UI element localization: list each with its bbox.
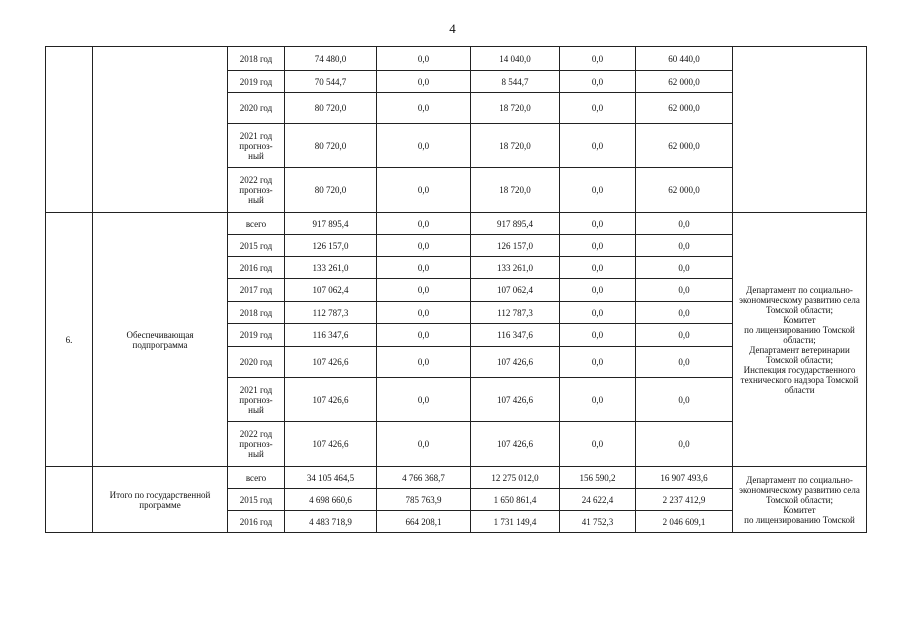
year-label: 2015 год [239,240,273,251]
value-text: 0,0 [591,394,604,405]
extrabudget-value [636,279,733,302]
extrabudget-value [636,47,733,71]
value-text: 133 261,0 [497,262,533,273]
year-label: 2021 год [239,384,273,395]
value-text: 24 622,4 [581,494,614,505]
value-text: 0,0 [678,439,690,449]
year-label: ный [248,150,264,161]
local-value [560,235,636,257]
value-text: 0,0 [417,330,430,340]
responsible-line: области [784,384,815,395]
year-label: прогноз- [239,439,273,449]
value-text: 0,0 [678,262,690,273]
value-text: 18 720,0 [499,185,531,195]
responsible-line: технического надзора Томской [740,374,859,385]
value-text: 107 426,6 [312,439,349,449]
year-label: прогноз- [239,394,273,405]
local-value [560,467,636,489]
extrabudget-value [636,93,733,124]
federal-value [377,378,471,422]
year-cell [228,347,285,378]
federal-value [377,422,471,467]
responsible-line: по лицензированию Томской [744,324,855,335]
extrabudget-value [636,257,733,279]
local-value [560,279,636,302]
year-label: ный [248,404,264,415]
regional-value [471,324,560,347]
value-text: 62 000,0 [668,76,700,87]
value-text: 18 720,0 [499,103,531,113]
responsible-line: Инспекция государственного [743,364,856,375]
section-number-text: 6. [65,334,73,345]
local-value [560,257,636,279]
value-text: 0,0 [417,53,430,64]
regional-value [471,93,560,124]
total-value [285,324,377,347]
regional-value [471,467,560,489]
regional-value [471,279,560,302]
year-label: ный [248,195,264,205]
year-label: 2022 год [239,429,273,439]
total-value [285,168,377,213]
year-label: 2018 год [239,53,273,64]
program-name-cell [93,47,228,213]
extrabudget-value [636,168,733,213]
value-text: 116 347,6 [497,330,533,340]
year-cell [228,124,285,168]
total-responsible-line: по лицензированию Томской [744,514,855,525]
federal-value [377,279,471,302]
local-value [560,168,636,213]
value-text: 0,0 [678,330,690,340]
value-text: 4 698 660,6 [309,494,352,505]
year-cell [228,168,285,213]
year-cell [228,213,285,235]
section-number [46,213,93,467]
value-text: 4 766 368,7 [402,472,445,483]
year-label: 2019 год [239,76,273,87]
total-value [285,347,377,378]
value-text: 107 426,6 [312,394,349,405]
extrabudget-value [636,489,733,511]
extrabudget-value [636,422,733,467]
total-value [285,302,377,324]
value-text: 0,0 [591,307,604,318]
value-text: 0,0 [591,357,604,367]
value-text: 0,0 [591,103,604,113]
value-text: 0,0 [417,307,430,318]
budget-table-body [46,47,867,533]
value-text: 0,0 [417,394,430,405]
year-cell [228,71,285,93]
responsible [733,213,867,467]
value-text: 80 720,0 [314,103,347,113]
responsible-line: Комитет [783,314,816,325]
value-text: 2 046 609,1 [662,516,706,527]
value-text: 62 000,0 [668,103,700,113]
local-value [560,213,636,235]
value-text: 34 105 464,5 [306,472,355,483]
local-value [560,489,636,511]
value-text: 133 261,0 [312,262,349,273]
year-label: 2018 год [239,307,273,318]
regional-value [471,71,560,93]
year-label: 2021 год [239,130,273,141]
value-text: 0,0 [417,240,430,251]
value-text: 0,0 [417,439,430,449]
local-value [560,47,636,71]
value-text: 14 040,0 [499,53,531,64]
extrabudget-value [636,511,733,533]
value-text: 0,0 [591,262,604,273]
total-value [285,47,377,71]
total-value [285,422,377,467]
value-text: 0,0 [591,240,604,251]
federal-value [377,124,471,168]
total-value [285,71,377,93]
value-text: 112 787,3 [497,307,533,318]
value-text: 0,0 [591,76,604,87]
value-text: 156 590,2 [579,472,616,483]
value-text: 917 895,4 [497,218,533,229]
extrabudget-value [636,124,733,168]
value-text: 0,0 [417,185,430,195]
total-value [285,489,377,511]
total-responsible-line: Комитет [783,504,816,515]
year-label: 2019 год [239,330,273,340]
year-cell [228,302,285,324]
value-text: 107 426,6 [497,394,533,405]
extrabudget-value [636,71,733,93]
year-label: 2015 год [239,494,273,505]
local-value [560,302,636,324]
year-label: 2017 год [239,285,273,295]
value-text: 60 440,0 [668,53,700,64]
regional-value [471,422,560,467]
year-label: прогноз- [239,140,273,151]
value-text: 0,0 [417,285,430,295]
responsible-line: Департамент по социально- [746,284,853,295]
regional-value [471,47,560,71]
value-text: 107 426,6 [497,439,533,449]
value-text: 785 763,9 [405,494,442,505]
year-cell [228,47,285,71]
regional-value [471,302,560,324]
value-text: 112 787,3 [312,307,349,318]
value-text: 62 000,0 [668,185,700,195]
year-label: всего [245,472,267,483]
value-text: 0,0 [678,285,690,295]
year-label: 2020 год [239,103,273,113]
local-value [560,347,636,378]
value-text: 0,0 [678,394,690,405]
regional-value [471,489,560,511]
value-text: 80 720,0 [314,140,347,151]
value-text: 126 157,0 [312,240,349,251]
federal-value [377,302,471,324]
regional-value [471,168,560,213]
extrabudget-value [636,302,733,324]
responsible-line: Томской области; [766,354,833,365]
index-cell [46,47,93,213]
federal-value [377,47,471,71]
regional-value [471,378,560,422]
value-text: 0,0 [417,262,430,273]
regional-value [471,235,560,257]
value-text: 107 426,6 [312,357,349,367]
value-text: 41 752,3 [581,516,614,527]
year-cell [228,489,285,511]
responsible-line: экономическому развитию села [739,294,860,305]
value-text: 0,0 [417,140,430,151]
responsible-line: Томской области; [766,304,833,315]
total-value [285,124,377,168]
value-text: 12 275 012,0 [491,472,539,483]
value-text: 0,0 [417,103,430,113]
federal-value [377,71,471,93]
local-value [560,511,636,533]
total-responsible [733,467,867,533]
total-name [93,467,228,533]
responsible-line: области; [783,334,816,345]
value-text: 0,0 [591,185,604,195]
year-label: ный [248,449,264,459]
program-name-line: Обеспечивающая [126,329,194,340]
extrabudget-value [636,324,733,347]
extrabudget-value [636,378,733,422]
federal-value [377,93,471,124]
year-label: 2016 год [239,262,273,273]
index-cell [46,467,93,533]
federal-value [377,324,471,347]
regional-value [471,257,560,279]
year-cell [228,511,285,533]
federal-value [377,511,471,533]
total-value [285,213,377,235]
table-row [46,213,867,235]
total-responsible-line: экономическому развитию села [739,484,860,495]
year-label: всего [245,218,267,229]
total-value [285,467,377,489]
year-cell [228,93,285,124]
value-text: 0,0 [591,218,604,229]
value-text: 70 544,7 [314,76,347,87]
year-label: 2016 год [239,516,273,527]
regional-value [471,347,560,378]
program-name-line: подпрограмма [132,339,188,350]
value-text: 0,0 [678,240,690,251]
value-text: 62 000,0 [668,140,700,151]
program-name [93,213,228,467]
total-name-line: Итого по государственной [109,489,211,500]
value-text: 0,0 [591,330,604,340]
value-text: 664 208,1 [405,516,442,527]
year-cell [228,279,285,302]
extrabudget-value [636,235,733,257]
local-value [560,93,636,124]
local-value [560,422,636,467]
value-text: 0,0 [591,53,604,64]
value-text: 2 237 412,9 [662,494,706,505]
value-text: 0,0 [417,218,430,229]
year-cell [228,422,285,467]
federal-value [377,257,471,279]
year-cell [228,235,285,257]
value-text: 917 895,4 [312,218,349,229]
federal-value [377,168,471,213]
regional-value [471,124,560,168]
value-text: 4 483 718,9 [309,516,352,527]
value-text: 0,0 [678,307,690,318]
table-row [46,47,867,71]
extrabudget-value [636,213,733,235]
local-value [560,324,636,347]
regional-value [471,511,560,533]
value-text: 0,0 [417,76,430,87]
year-label: прогноз- [239,185,273,195]
value-text: 1 650 861,4 [493,494,537,505]
total-value [285,257,377,279]
page-number: 4 [449,21,456,36]
responsible-line: Департамент ветеринарии [749,344,850,355]
year-cell [228,324,285,347]
local-value [560,124,636,168]
value-text: 0,0 [591,140,604,151]
local-value [560,71,636,93]
federal-value [377,347,471,378]
value-text: 18 720,0 [499,140,531,151]
value-text: 0,0 [678,357,690,367]
value-text: 8 544,7 [501,76,529,87]
total-value [285,378,377,422]
value-text: 16 907 493,6 [660,472,708,483]
year-label: 2022 год [239,175,273,185]
total-name-line: программе [139,499,181,510]
responsible-cell [733,47,867,213]
federal-value [377,213,471,235]
federal-value [377,467,471,489]
total-responsible-line: Департамент по социально- [746,474,853,485]
budget-table [45,46,867,533]
year-label: 2020 год [239,357,273,367]
value-text: 0,0 [591,285,604,295]
table-row [46,467,867,489]
value-text: 107 062,4 [312,285,349,295]
total-value [285,511,377,533]
value-text: 116 347,6 [312,330,349,340]
federal-value [377,235,471,257]
value-text: 0,0 [591,439,604,449]
year-cell [228,467,285,489]
value-text: 126 157,0 [497,240,533,251]
local-value [560,378,636,422]
value-text: 0,0 [417,357,430,367]
extrabudget-value [636,467,733,489]
year-cell [228,257,285,279]
value-text: 80 720,0 [314,185,347,195]
value-text: 74 480,0 [314,53,347,64]
extrabudget-value [636,347,733,378]
value-text: 1 731 149,4 [493,516,537,527]
value-text: 107 426,6 [497,357,533,367]
total-responsible-line: Томской области; [766,494,833,505]
total-value [285,235,377,257]
federal-value [377,489,471,511]
value-text: 107 062,4 [497,285,533,295]
total-value [285,279,377,302]
year-cell [228,378,285,422]
regional-value [471,213,560,235]
total-value [285,93,377,124]
value-text: 0,0 [678,218,690,229]
